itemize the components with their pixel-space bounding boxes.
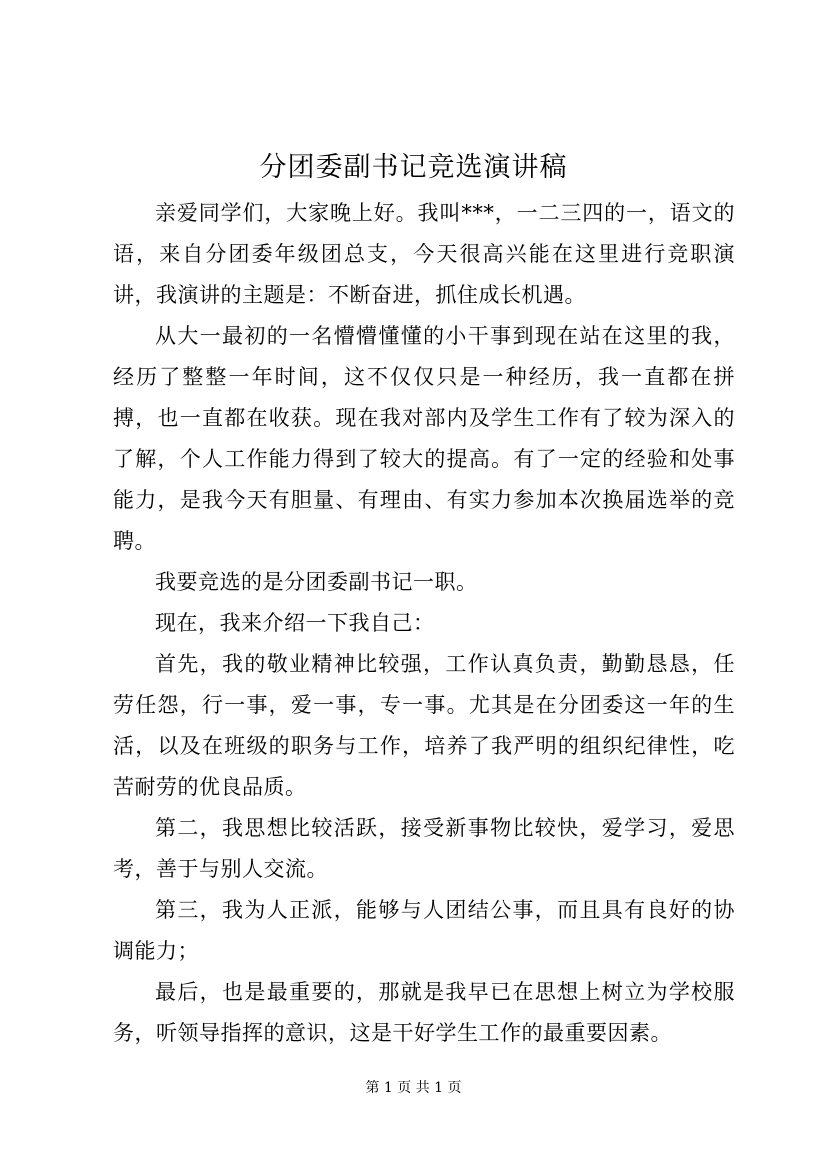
paragraph-third: 第三，我为人正派，能够与人团结公事，而且具有良好的协调能力；: [113, 898, 735, 963]
paragraph-last: 最后，也是最重要的，那就是我早已在思想上树立为学校服务，听领导指挥的意识，这是干好学生工作的最重要因素。: [113, 980, 735, 1045]
paragraph-second: 第二，我思想比较活跃，接受新事物比较快，爱学习，爱思考，善于与别人交流。: [113, 816, 735, 881]
document-title: 分团委副书记竞选演讲稿: [259, 152, 568, 183]
paragraph-first: 首先，我的敬业精神比较强，工作认真负责，勤勤恳恳，任劳任怨，行一事，爱一事，专一事。尤其是在分团委这一年的生活，以及在班级的职务与工作，培养了我严明的组织纪律性，吃苦耐劳的优良品质。: [113, 652, 735, 799]
paragraph-intro: 现在，我来介绍一下我自己：: [155, 611, 435, 635]
paragraph-greeting: 亲爱同学们，大家晚上好。我叫***，一二三四的一，语文的语，来自分团委年级团总支，今天很高兴能在这里进行竞职演讲，我演讲的主题是：不断奋进，抓住成长机遇。: [113, 201, 735, 307]
document-body: [113, 193, 735, 1054]
paragraph-position: 我要竞选的是分团委副书记一职。: [155, 570, 478, 594]
paragraph-experience: 从大一最初的一名懵懵懂懂的小干事到现在站在这里的我，经历了整整一年时间，这不仅仅只是一种经历，我一直都在拼搏，也一直都在收获。现在我对部内及学生工作有了较为深入的了解，个人工作能力得到了较大的提高。有了一定的经验和处事能力，是我今天有胆量、有理由、有实力参加本次换届选举的竞聘。: [113, 324, 735, 553]
page-footer: 第 1 页 共 1 页: [365, 1080, 462, 1096]
